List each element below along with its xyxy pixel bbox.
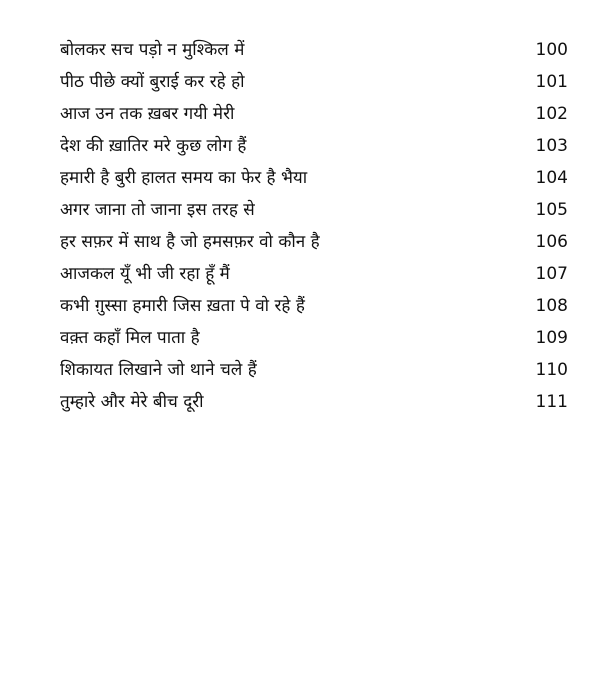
- toc-entry-page: 106: [535, 232, 568, 252]
- toc-entry-page: 104: [535, 168, 568, 188]
- toc-entry-title: आज उन तक ख़बर गयी मेरी: [60, 104, 235, 124]
- toc-entry-page: 108: [535, 296, 568, 316]
- toc-entry: [60, 258, 568, 290]
- toc-entry-page: 103: [535, 136, 568, 156]
- toc-entry-page: 100: [535, 40, 568, 60]
- toc-entry-title: पीठ पीछे क्यों बुराई कर रहे हो: [60, 72, 245, 92]
- toc-entry: [60, 226, 568, 258]
- toc-entry-title: वक़्त कहाँ मिल पाता है: [60, 328, 200, 348]
- toc-entry-title: आजकल यूँ भी जी रहा हूँ मैं: [60, 264, 230, 284]
- toc-entry-title: बोलकर सच पड़ो न मुश्किल में: [60, 40, 245, 60]
- toc-entry: [60, 34, 568, 66]
- toc-entry: [60, 290, 568, 322]
- table-of-contents: [60, 34, 568, 418]
- toc-entry-page: 111: [535, 392, 568, 412]
- toc-entry-page: 110: [535, 360, 568, 380]
- toc-entry-title: तुम्हारे और मेरे बीच दूरी: [60, 392, 204, 412]
- toc-entry-title: कभी ग़ुस्सा हमारी जिस ख़ता पे वो रहे हैं: [60, 296, 305, 316]
- toc-entry: [60, 66, 568, 98]
- toc-entry-title: हमारी है बुरी हालत समय का फेर है भैया: [60, 168, 308, 188]
- toc-entry: [60, 130, 568, 162]
- toc-entry-page: 102: [535, 104, 568, 124]
- toc-entry-title: अगर जाना तो जाना इस तरह से: [60, 200, 255, 220]
- toc-entry: [60, 354, 568, 386]
- toc-entry-title: हर सफ़र में साथ है जो हमसफ़र वो कौन है: [60, 232, 320, 252]
- toc-entry-title: शिकायत लिखाने जो थाने चले हैं: [60, 360, 257, 380]
- toc-entry: [60, 194, 568, 226]
- toc-entry-page: 105: [535, 200, 568, 220]
- toc-entry-page: 101: [535, 72, 568, 92]
- toc-entry-page: 107: [535, 264, 568, 284]
- toc-entry: [60, 322, 568, 354]
- toc-entry: [60, 386, 568, 418]
- toc-entry: [60, 162, 568, 194]
- toc-entry: [60, 98, 568, 130]
- toc-entry-title: देश की ख़ातिर मरे कुछ लोग हैं: [60, 136, 247, 156]
- toc-entry-page: 109: [535, 328, 568, 348]
